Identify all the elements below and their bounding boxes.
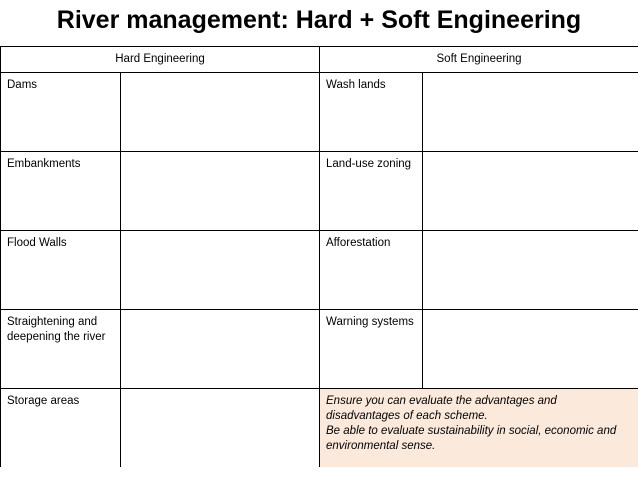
soft-method-label: Wash lands (320, 73, 423, 152)
table-row (1, 231, 638, 310)
soft-method-label: Land-use zoning (320, 152, 423, 231)
hard-method-label: Dams (1, 73, 121, 152)
soft-method-label: Afforestation (320, 231, 423, 310)
hard-method-label: Flood Walls (1, 231, 121, 310)
note-line-sustainability: Be able to evaluate sustainability in social, economic and environmental sense. (326, 425, 617, 452)
table-header-row (1, 47, 638, 73)
table-row (1, 389, 638, 468)
table-row (1, 73, 638, 152)
hard-method-notes-cell (121, 73, 320, 152)
engineering-table (0, 46, 638, 467)
table-row (1, 152, 638, 231)
hard-engineering-header: Hard Engineering (1, 47, 320, 73)
soft-method-notes-cell (423, 152, 638, 231)
hard-method-notes-cell (121, 152, 320, 231)
soft-method-notes-cell (423, 231, 638, 310)
soft-engineering-header: Soft Engineering (320, 47, 638, 73)
hard-method-label: Straightening and deepening the river (1, 310, 121, 389)
soft-method-notes-cell (423, 73, 638, 152)
hard-method-notes-cell (121, 310, 320, 389)
hard-method-notes-cell (121, 389, 320, 468)
hard-method-label: Embankments (1, 152, 121, 231)
revision-note (320, 389, 638, 468)
soft-method-label: Warning systems (320, 310, 423, 389)
page-title: River management: Hard + Soft Engineering (56, 6, 582, 34)
hard-method-notes-cell (121, 231, 320, 310)
hard-method-label: Storage areas (1, 389, 121, 468)
note-line-evaluate: Ensure you can evaluate the advantages and disadvantages of each scheme. (326, 395, 557, 422)
soft-method-notes-cell (423, 310, 638, 389)
table-row (1, 310, 638, 389)
